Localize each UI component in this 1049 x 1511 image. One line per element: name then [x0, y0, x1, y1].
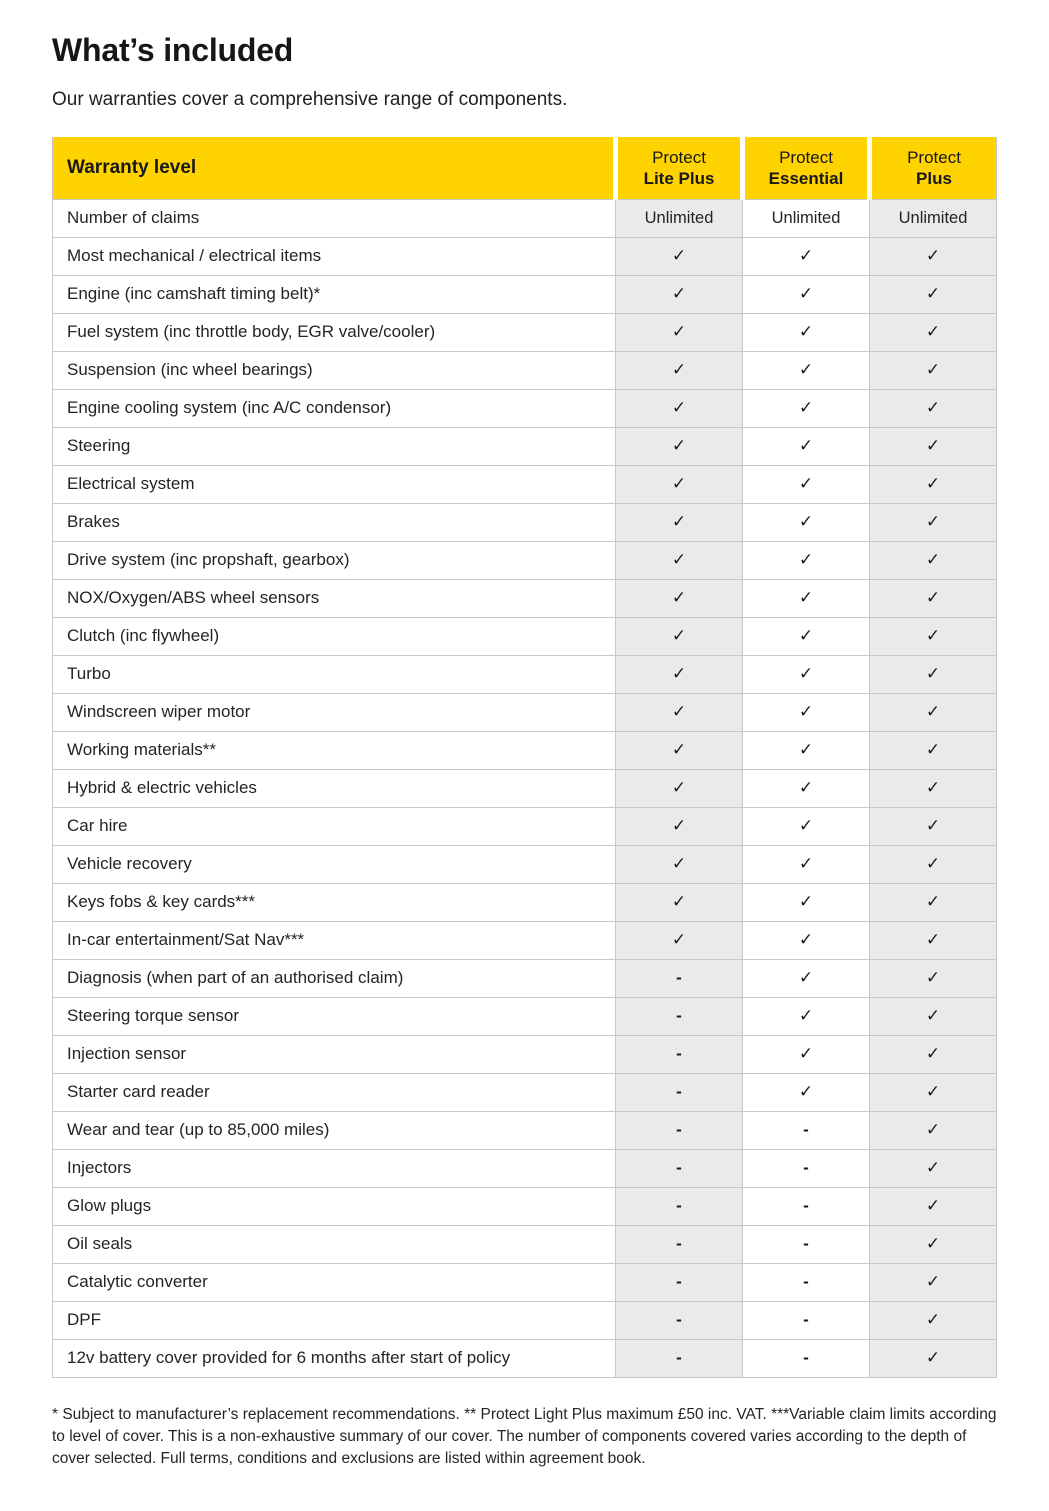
- value-cell-plus: ✓: [870, 1301, 997, 1339]
- value-cell-plus: ✓: [870, 465, 997, 503]
- page-subtitle: Our warranties cover a comprehensive range of components.: [52, 89, 568, 110]
- value-cell-plus: ✓: [870, 1225, 997, 1263]
- table-row: [53, 1225, 997, 1263]
- value-cell-essential: ✓: [743, 237, 870, 275]
- value-cell-lite-plus: ✓: [616, 389, 743, 427]
- value-cell-lite-plus: -: [616, 1111, 743, 1149]
- feature-label: Working materials**: [53, 731, 616, 769]
- feature-label: Steering torque sensor: [53, 997, 616, 1035]
- table-row: [53, 1111, 997, 1149]
- value-cell-lite-plus: ✓: [616, 845, 743, 883]
- value-cell-essential: ✓: [743, 389, 870, 427]
- value-cell-plus: ✓: [870, 1263, 997, 1301]
- table-row: [53, 959, 997, 997]
- table-row: [53, 617, 997, 655]
- value-cell-plus: ✓: [870, 237, 997, 275]
- value-cell-plus: ✓: [870, 313, 997, 351]
- table-row: [53, 351, 997, 389]
- table-row: [53, 921, 997, 959]
- value-cell-lite-plus: -: [616, 959, 743, 997]
- value-cell-plus: ✓: [870, 883, 997, 921]
- value-cell-lite-plus: ✓: [616, 921, 743, 959]
- feature-label: Brakes: [53, 503, 616, 541]
- value-cell-lite-plus: -: [616, 1225, 743, 1263]
- column-header-protect-plus: [870, 137, 997, 199]
- value-cell-essential: -: [743, 1301, 870, 1339]
- feature-label: Most mechanical / electrical items: [53, 237, 616, 275]
- table-row: [53, 769, 997, 807]
- value-cell-lite-plus: -: [616, 1187, 743, 1225]
- value-cell-plus: ✓: [870, 807, 997, 845]
- value-cell-lite-plus: ✓: [616, 313, 743, 351]
- feature-label: Oil seals: [53, 1225, 616, 1263]
- value-cell-essential: ✓: [743, 617, 870, 655]
- table-row: [53, 199, 997, 237]
- column-header-line2: Plus: [916, 168, 952, 188]
- value-cell-essential: ✓: [743, 769, 870, 807]
- table-body: [53, 199, 997, 1377]
- value-cell-essential: ✓: [743, 921, 870, 959]
- value-cell-plus: ✓: [870, 579, 997, 617]
- feature-label: Windscreen wiper motor: [53, 693, 616, 731]
- column-header-line2: Essential: [768, 168, 844, 188]
- value-cell-plus: ✓: [870, 997, 997, 1035]
- column-header-protect-lite-plus: [616, 137, 743, 199]
- table-row: [53, 503, 997, 541]
- value-cell-essential: ✓: [743, 579, 870, 617]
- value-cell-plus: ✓: [870, 427, 997, 465]
- value-cell-lite-plus: ✓: [616, 541, 743, 579]
- footnote-text: * Subject to manufacturer’s replacement recommendations. ** Protect Light Plus maximum £50 inc. VAT. ***Variable claim limits according to level of cover. This is a non-exhaustive summary of our cover. The number of components covered varies according to the depth of cover selected. Full terms, conditions and exclusions are listed within agreement book.: [52, 1405, 997, 1468]
- column-header-line1: Protect: [907, 147, 961, 167]
- value-cell-plus: ✓: [870, 1149, 997, 1187]
- feature-label: Diagnosis (when part of an authorised claim): [53, 959, 616, 997]
- value-cell-lite-plus: ✓: [616, 655, 743, 693]
- value-cell-lite-plus: ✓: [616, 465, 743, 503]
- table-row: [53, 1339, 997, 1377]
- value-cell-essential: ✓: [743, 427, 870, 465]
- table-row: [53, 237, 997, 275]
- feature-label: Engine (inc camshaft timing belt)*: [53, 275, 616, 313]
- value-cell-lite-plus: ✓: [616, 579, 743, 617]
- table-row: [53, 807, 997, 845]
- value-cell-lite-plus: Unlimited: [616, 199, 743, 237]
- table-row: [53, 997, 997, 1035]
- value-cell-plus: ✓: [870, 1035, 997, 1073]
- feature-label: 12v battery cover provided for 6 months after start of policy: [53, 1339, 616, 1377]
- feature-label: In-car entertainment/Sat Nav***: [53, 921, 616, 959]
- value-cell-plus: ✓: [870, 1073, 997, 1111]
- value-cell-lite-plus: -: [616, 1073, 743, 1111]
- value-cell-plus: ✓: [870, 959, 997, 997]
- feature-label: Injection sensor: [53, 1035, 616, 1073]
- table-row: [53, 313, 997, 351]
- value-cell-plus: ✓: [870, 541, 997, 579]
- feature-label: Catalytic converter: [53, 1263, 616, 1301]
- value-cell-plus: ✓: [870, 351, 997, 389]
- value-cell-essential: ✓: [743, 541, 870, 579]
- value-cell-essential: ✓: [743, 997, 870, 1035]
- feature-label: Glow plugs: [53, 1187, 616, 1225]
- value-cell-lite-plus: ✓: [616, 731, 743, 769]
- table-row: [53, 389, 997, 427]
- feature-label: Fuel system (inc throttle body, EGR valve/cooler): [53, 313, 616, 351]
- value-cell-essential: ✓: [743, 883, 870, 921]
- table-row: [53, 1263, 997, 1301]
- table-row: [53, 1187, 997, 1225]
- value-cell-plus: ✓: [870, 693, 997, 731]
- value-cell-essential: ✓: [743, 731, 870, 769]
- table-row: [53, 845, 997, 883]
- warranty-level-header: Warranty level: [53, 137, 616, 199]
- value-cell-plus: ✓: [870, 617, 997, 655]
- value-cell-essential: -: [743, 1263, 870, 1301]
- value-cell-essential: ✓: [743, 655, 870, 693]
- value-cell-lite-plus: -: [616, 1339, 743, 1377]
- page-title: What’s included: [52, 32, 294, 68]
- value-cell-lite-plus: ✓: [616, 807, 743, 845]
- feature-label: Clutch (inc flywheel): [53, 617, 616, 655]
- table-row: [53, 275, 997, 313]
- value-cell-lite-plus: ✓: [616, 427, 743, 465]
- value-cell-plus: ✓: [870, 275, 997, 313]
- value-cell-essential: -: [743, 1187, 870, 1225]
- feature-label: Hybrid & electric vehicles: [53, 769, 616, 807]
- value-cell-essential: ✓: [743, 845, 870, 883]
- value-cell-plus: ✓: [870, 503, 997, 541]
- value-cell-plus: Unlimited: [870, 199, 997, 237]
- value-cell-lite-plus: ✓: [616, 883, 743, 921]
- value-cell-essential: -: [743, 1111, 870, 1149]
- feature-label: Steering: [53, 427, 616, 465]
- feature-label: Engine cooling system (inc A/C condensor): [53, 389, 616, 427]
- feature-label: Vehicle recovery: [53, 845, 616, 883]
- value-cell-lite-plus: ✓: [616, 769, 743, 807]
- table-row: [53, 1035, 997, 1073]
- value-cell-essential: ✓: [743, 503, 870, 541]
- feature-label: Drive system (inc propshaft, gearbox): [53, 541, 616, 579]
- feature-label: Injectors: [53, 1149, 616, 1187]
- table-row: [53, 427, 997, 465]
- feature-label: Starter card reader: [53, 1073, 616, 1111]
- value-cell-lite-plus: -: [616, 1149, 743, 1187]
- table-header-row: [53, 137, 997, 199]
- feature-label: NOX/Oxygen/ABS wheel sensors: [53, 579, 616, 617]
- value-cell-essential: ✓: [743, 1035, 870, 1073]
- feature-label: Keys fobs & key cards***: [53, 883, 616, 921]
- value-cell-plus: ✓: [870, 1111, 997, 1149]
- value-cell-plus: ✓: [870, 1339, 997, 1377]
- value-cell-lite-plus: ✓: [616, 503, 743, 541]
- value-cell-lite-plus: -: [616, 1035, 743, 1073]
- value-cell-plus: ✓: [870, 921, 997, 959]
- value-cell-plus: ✓: [870, 769, 997, 807]
- feature-label: Car hire: [53, 807, 616, 845]
- table-row: [53, 1149, 997, 1187]
- table-row: [53, 693, 997, 731]
- feature-label: Turbo: [53, 655, 616, 693]
- value-cell-plus: ✓: [870, 389, 997, 427]
- value-cell-lite-plus: ✓: [616, 351, 743, 389]
- value-cell-essential: ✓: [743, 693, 870, 731]
- value-cell-lite-plus: ✓: [616, 693, 743, 731]
- value-cell-lite-plus: -: [616, 1301, 743, 1339]
- value-cell-essential: -: [743, 1339, 870, 1377]
- value-cell-plus: ✓: [870, 731, 997, 769]
- feature-label: Electrical system: [53, 465, 616, 503]
- value-cell-essential: -: [743, 1225, 870, 1263]
- value-cell-essential: -: [743, 1149, 870, 1187]
- value-cell-lite-plus: -: [616, 1263, 743, 1301]
- feature-label: Wear and tear (up to 85,000 miles): [53, 1111, 616, 1149]
- value-cell-lite-plus: ✓: [616, 275, 743, 313]
- value-cell-essential: ✓: [743, 465, 870, 503]
- table-row: [53, 1301, 997, 1339]
- feature-label: Number of claims: [53, 199, 616, 237]
- value-cell-lite-plus: ✓: [616, 617, 743, 655]
- value-cell-plus: ✓: [870, 655, 997, 693]
- column-header-line1: Protect: [779, 147, 833, 167]
- value-cell-essential: ✓: [743, 275, 870, 313]
- value-cell-essential: ✓: [743, 351, 870, 389]
- value-cell-essential: Unlimited: [743, 199, 870, 237]
- table-row: [53, 883, 997, 921]
- value-cell-essential: ✓: [743, 807, 870, 845]
- column-header-line2: Lite Plus: [643, 168, 715, 188]
- feature-label: DPF: [53, 1301, 616, 1339]
- table-row: [53, 655, 997, 693]
- feature-label: Suspension (inc wheel bearings): [53, 351, 616, 389]
- table-row: [53, 1073, 997, 1111]
- table-row: [53, 465, 997, 503]
- warranty-comparison-table: [52, 137, 997, 1378]
- value-cell-essential: ✓: [743, 1073, 870, 1111]
- value-cell-essential: ✓: [743, 313, 870, 351]
- value-cell-plus: ✓: [870, 1187, 997, 1225]
- column-header-line1: Protect: [652, 147, 706, 167]
- table-row: [53, 579, 997, 617]
- table-row: [53, 541, 997, 579]
- value-cell-lite-plus: ✓: [616, 237, 743, 275]
- value-cell-essential: ✓: [743, 959, 870, 997]
- column-header-protect-essential: [743, 137, 870, 199]
- value-cell-lite-plus: -: [616, 997, 743, 1035]
- value-cell-plus: ✓: [870, 845, 997, 883]
- table-row: [53, 731, 997, 769]
